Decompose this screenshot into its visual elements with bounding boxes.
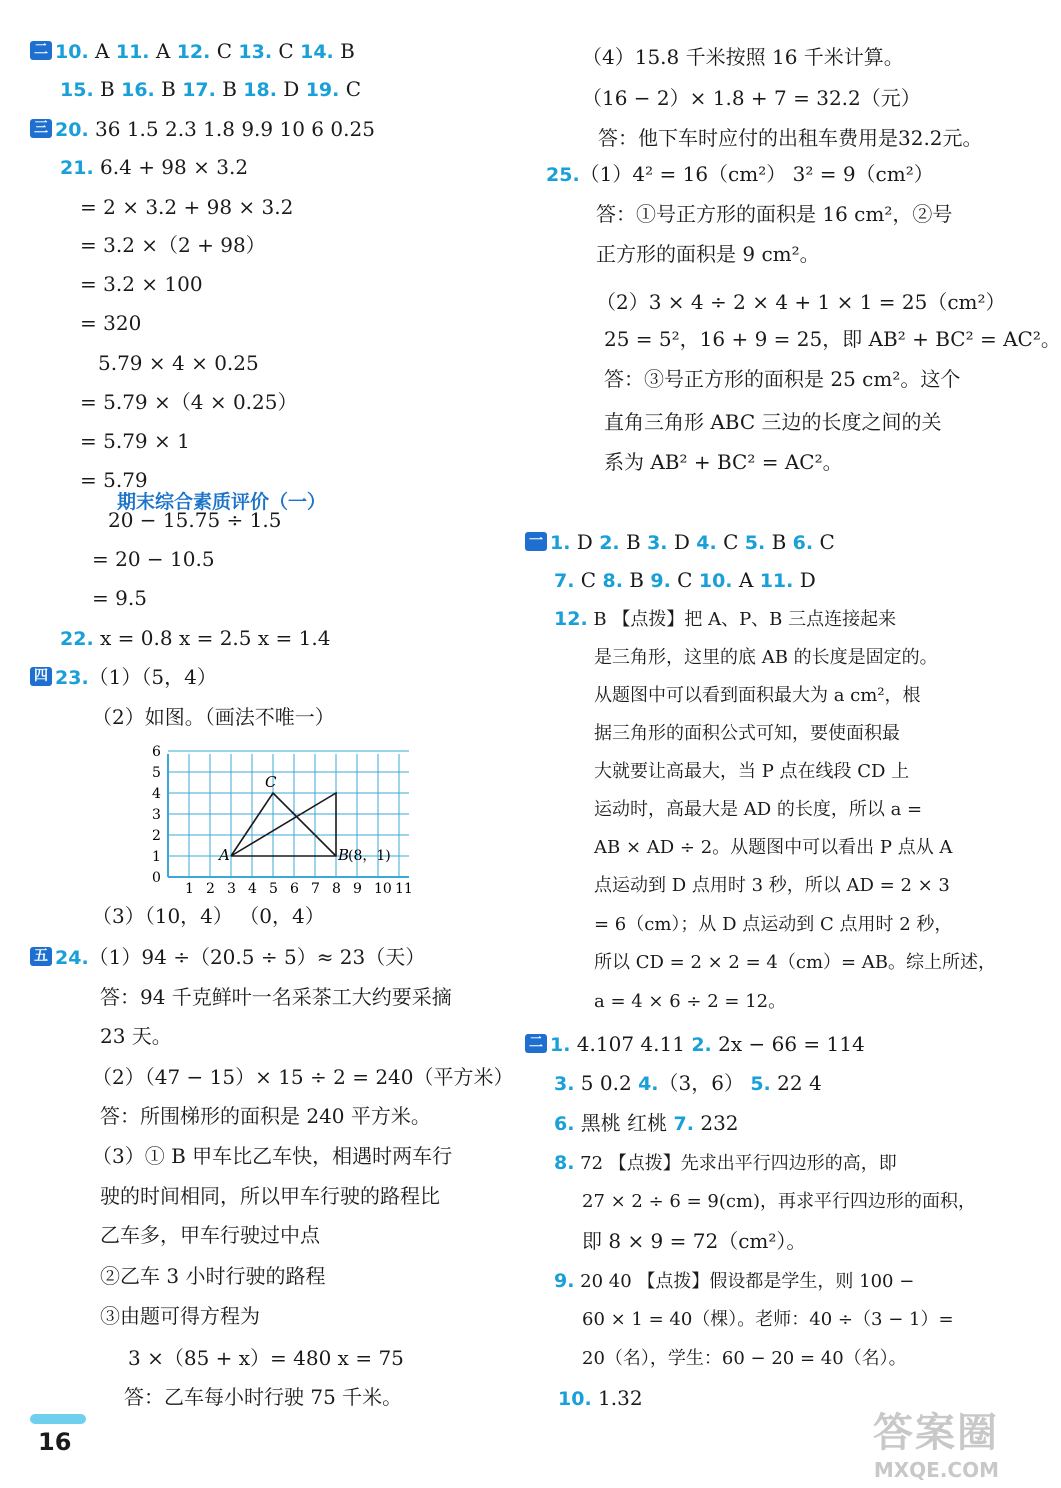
x-tick-label: 2 (206, 881, 215, 897)
answer-text: = 5.79 × 1 (80, 429, 190, 453)
answer-text: （2）如图。（画法不唯一） (92, 705, 335, 729)
left-line (30, 944, 425, 971)
answer-text: 答：①号正方形的面积是 16 cm²，②号 (596, 202, 953, 226)
point-label: C (265, 773, 277, 791)
answer-text: 黑桃 红桃 (574, 1111, 674, 1135)
answer-text: （16 − 2）× 1.8 + 7 = 32.2（元） (582, 86, 921, 110)
right-line (594, 645, 938, 671)
right-line (554, 1268, 914, 1295)
right-line (554, 1110, 739, 1137)
answer-text: 从题图中可以看到面积最大为 a cm²，根 (594, 685, 921, 706)
answer-text: a = 4 × 6 ÷ 2 = 12。 (594, 991, 787, 1012)
right-line (594, 759, 909, 785)
left-line (100, 1303, 260, 1329)
answer-text: 运动时，高最大是 AD 的长度，所以 a = (594, 799, 923, 820)
answer-text: 2x − 66 = 114 (711, 1032, 865, 1056)
answer-text: B (333, 39, 355, 63)
question-number: 2. (599, 532, 620, 554)
answer-text: C (339, 77, 362, 101)
question-number: 6. (554, 1113, 575, 1135)
answer-text: （2）（47 − 15）× 15 ÷ 2 = 240（平方米） (92, 1065, 514, 1089)
y-tick-label: 5 (152, 765, 161, 781)
right-line (594, 835, 952, 861)
section-marker: 五 (30, 947, 52, 966)
point-b-coordinate: (8，1) (348, 848, 391, 864)
answer-text: 系为 AB² + BC² = AC²。 (604, 450, 843, 474)
left-line (92, 1064, 514, 1090)
question-number: 5. (750, 1073, 771, 1095)
right-line (582, 1346, 907, 1372)
answer-text: （1）94 ÷（20.5 ÷ 5）≈ 23（天） (88, 945, 426, 969)
right-line (582, 44, 904, 70)
question-number: 9. (650, 570, 671, 592)
left-line (80, 271, 203, 297)
left-line (98, 350, 259, 376)
point-label: A (219, 846, 230, 864)
right-line (604, 449, 843, 475)
answer-text: = 20 − 10.5 (92, 547, 215, 571)
question-number: 20. (55, 119, 89, 141)
left-line (92, 585, 147, 611)
x-tick-label: 1 (185, 881, 194, 897)
answer-text: A (732, 568, 760, 592)
left-line (30, 664, 217, 691)
coordinate-grid (138, 742, 423, 897)
answer-text: A (88, 39, 116, 63)
answer-text: = 5.79 (80, 468, 148, 492)
section-marker: 三 (30, 119, 52, 138)
question-number: 25. (546, 164, 580, 186)
question-number: 7. (554, 570, 575, 592)
answer-text: C (716, 530, 745, 554)
answer-text: B (622, 568, 651, 592)
answer-text: 23 天。 (100, 1024, 172, 1048)
x-tick-label: 10 (374, 881, 392, 897)
watermark-logo: 答案圈 (873, 1410, 999, 1456)
watermark (873, 1401, 999, 1482)
answer-text: 20 40 【点拨】假设都是学生，则 100 − (574, 1271, 915, 1292)
answer-text: 所以 CD = 2 × 2 = 4（cm）= AB。综上所述， (594, 952, 997, 973)
question-number: 15. (60, 79, 94, 101)
answer-text: C (210, 39, 239, 63)
section-marker: 二 (525, 1034, 547, 1053)
answer-text: 大就要让高最大，当 P 点在线段 CD 上 (594, 761, 910, 782)
watermark-url: MXQE.COM (873, 1458, 999, 1482)
answer-text: D (570, 530, 600, 554)
answer-text: C (813, 530, 835, 554)
answer-text: （3，6） (658, 1071, 751, 1095)
right-line (594, 950, 996, 976)
question-number: 8. (554, 1152, 575, 1174)
answer-text: 5 0.2 (574, 1071, 639, 1095)
section-marker: 一 (525, 532, 547, 551)
left-line (30, 38, 355, 65)
answer-text: D (276, 77, 306, 101)
right-line (525, 1031, 865, 1058)
answer-text: 驶的时间相同，所以甲车行驶的路程比 (100, 1184, 440, 1208)
question-number: 22. (60, 628, 94, 650)
right-line (546, 161, 934, 188)
answer-text: 直角三角形 ABC 三边的长度之间的关 (604, 410, 942, 434)
left-line (100, 1222, 320, 1248)
left-line (92, 546, 215, 572)
right-line (554, 606, 896, 633)
question-number: 16. (121, 79, 155, 101)
answer-text: （4）15.8 千米按照 16 千米计算。 (582, 45, 904, 69)
point-label: B (338, 846, 350, 864)
answer-text: B 【点拨】把 A、P、B 三点连接起来 (587, 609, 897, 630)
answer-text: 点运动到 D 点用时 3 秒，所以 AD = 2 × 3 (594, 875, 950, 896)
left-line (100, 1263, 325, 1289)
left-line (80, 194, 293, 220)
answer-text: C (670, 568, 699, 592)
y-tick-label: 0 (152, 870, 161, 886)
answer-text: 20（名），学生：60 − 20 = 40（名）。 (582, 1348, 907, 1369)
left-line (100, 1023, 172, 1049)
answer-text: 27 × 2 ÷ 6 = 9(cm)，再求平行四边形的面积， (582, 1191, 977, 1212)
right-line (594, 912, 952, 938)
question-number: 3. (647, 532, 668, 554)
answer-text: 6.4 + 98 × 3.2 (93, 155, 249, 179)
question-number: 14. (300, 41, 334, 63)
right-line (598, 125, 983, 151)
answer-text: （1）4² = 16（cm²） 3² = 9（cm²） (579, 162, 934, 186)
answer-text: D (793, 568, 816, 592)
answer-text: 答：94 千克鲜叶一名采茶工大约要采摘 (100, 985, 452, 1009)
answer-text: B (93, 77, 122, 101)
right-line (582, 1228, 806, 1254)
left-line (80, 428, 190, 454)
left-line (100, 984, 452, 1010)
right-line (582, 1307, 954, 1333)
left-line (100, 1103, 431, 1129)
right-line (594, 873, 950, 899)
answer-text: 22 4 (770, 1071, 822, 1095)
answer-text: C (272, 39, 301, 63)
question-number: 12. (554, 608, 588, 630)
page-number-bar (30, 1414, 86, 1424)
answer-text: （2）3 × 4 ÷ 2 × 4 + 1 × 1 = 25（cm²） (596, 290, 1006, 314)
answer-text: 1.32 (591, 1386, 643, 1410)
question-number: 8. (602, 570, 623, 592)
answer-text: C (574, 568, 603, 592)
question-number: 3. (554, 1073, 575, 1095)
left-line (60, 154, 248, 181)
question-number: 10. (698, 570, 733, 592)
left-line (80, 232, 266, 258)
question-number: 17. (182, 79, 216, 101)
right-line (596, 241, 820, 267)
left-line (80, 389, 298, 415)
question-number: 11. (759, 570, 794, 592)
answer-text: = 3.2 ×（2 + 98） (80, 233, 266, 257)
left-line (30, 116, 375, 143)
question-number: 4. (638, 1073, 659, 1095)
left-line (100, 1183, 440, 1209)
x-tick-label: 9 (353, 881, 362, 897)
question-number: 13. (238, 41, 273, 63)
y-tick-label: 2 (152, 828, 161, 844)
answer-text: = 6（cm）；从 D 点运动到 C 点用时 2 秒， (594, 914, 953, 935)
answer-text: 3 ×（85 + x）= 480 x = 75 (128, 1346, 404, 1370)
right-line (604, 409, 942, 435)
answer-text: = 2 × 3.2 + 98 × 3.2 (80, 195, 294, 219)
right-line (604, 366, 960, 392)
answer-text: = 320 (80, 311, 142, 335)
x-tick-label: 6 (290, 881, 299, 897)
y-tick-label: 1 (152, 849, 161, 865)
question-number: 24. (55, 947, 89, 969)
grid-figure (217, 773, 391, 864)
left-line (92, 1143, 452, 1169)
answer-text: AB × AD ÷ 2。从题图中可以看出 P 点从 A (594, 837, 953, 858)
question-number: 9. (554, 1270, 575, 1292)
answer-text: 是三角形，这里的底 AB 的长度是固定的。 (594, 647, 938, 668)
question-number: 1. (550, 1034, 571, 1056)
answer-text: 72 【点拨】先求出平行四边形的高，即 (574, 1153, 897, 1174)
answer-text: A (149, 39, 177, 63)
question-number: 11. (115, 41, 150, 63)
question-number: 12. (176, 41, 211, 63)
right-line (554, 1150, 897, 1177)
right-line (582, 85, 921, 111)
question-number: 7. (673, 1113, 694, 1135)
x-tick-label: 3 (227, 881, 236, 897)
question-number: 4. (696, 532, 717, 554)
question-number: 19. (305, 79, 340, 101)
right-line (594, 683, 921, 709)
answer-text: B (154, 77, 183, 101)
right-line (604, 326, 1061, 352)
left-line (128, 1345, 404, 1371)
answer-text: B (215, 77, 244, 101)
question-number: 21. (60, 157, 94, 179)
answer-text: 答：所围梯形的面积是 240 平方米。 (100, 1104, 431, 1128)
right-line (596, 201, 952, 227)
answer-text: ②乙车 3 小时行驶的路程 (100, 1264, 326, 1288)
right-line (594, 989, 786, 1015)
left-line (124, 1384, 402, 1410)
question-number: 10. (55, 41, 89, 63)
answer-text: 据三角形的面积公式可知，要使面积最 (594, 723, 900, 744)
y-tick-label: 4 (152, 786, 161, 802)
answer-text: B (765, 530, 793, 554)
x-tick-label: 5 (269, 881, 278, 897)
y-tick-label: 6 (152, 744, 161, 760)
answer-text: 5.79 × 4 × 0.25 (98, 351, 259, 375)
grid-axis-labels (152, 744, 413, 897)
answer-text: 60 × 1 = 40（棵）。老师：40 ÷（3 − 1）= (582, 1309, 954, 1330)
answer-text: 乙车多，甲车行驶过中点 (100, 1223, 320, 1247)
question-number: 18. (243, 79, 277, 101)
right-line (554, 567, 816, 594)
answer-text: 36 1.5 2.3 1.8 9.9 10 6 0.25 (88, 117, 375, 141)
right-line (594, 721, 900, 747)
question-number: 23. (55, 667, 89, 689)
answer-text: 25 = 5²，16 + 9 = 25，即 AB² + BC² = AC²。 (604, 327, 1061, 351)
y-tick-label: 3 (152, 807, 161, 823)
answer-text: = 5.79 ×（4 × 0.25） (80, 390, 298, 414)
x-tick-label: 7 (311, 881, 320, 897)
answer-text: B (619, 530, 648, 554)
section-marker: 二 (30, 41, 52, 60)
x-tick-label: 4 (248, 881, 257, 897)
right-line (596, 289, 1006, 315)
question-number: 5. (744, 532, 766, 554)
answer-text: 答：他下车时应付的出租车费用是32.2元。 (598, 126, 983, 150)
section-title: 期末综合素质评价（一） (117, 491, 327, 513)
left-line (92, 903, 325, 929)
left-line (80, 310, 141, 336)
answer-text: 即 8 × 9 = 72（cm²）。 (582, 1229, 807, 1253)
question-number: 2. (691, 1034, 712, 1056)
x-tick-label: 11 (395, 881, 413, 897)
question-number: 10. (558, 1388, 592, 1410)
question-number: 6. (792, 532, 814, 554)
answer-text: x = 0.8 x = 2.5 x = 1.4 (93, 626, 331, 650)
section-marker: 四 (30, 667, 52, 686)
x-tick-label: 8 (332, 881, 341, 897)
triangle-figure (231, 793, 336, 856)
right-line (525, 529, 835, 556)
answer-text: 答：③号正方形的面积是 25 cm²。这个 (604, 367, 961, 391)
left-line (60, 76, 361, 103)
left-line (60, 625, 330, 652)
answer-text: （3）① B 甲车比乙车快，相遇时两车行 (92, 1144, 453, 1168)
answer-text: 答：乙车每小时行驶 75 千米。 (124, 1385, 403, 1409)
right-line (582, 1189, 976, 1215)
right-line (554, 1070, 822, 1097)
answer-text: 正方形的面积是 9 cm²。 (596, 242, 820, 266)
answer-text: 20 − 15.75 ÷ 1.5 (108, 508, 282, 532)
answer-text: （3）（10，4） （0，4） (92, 904, 325, 928)
answer-text: 4.107 4.11 (570, 1032, 692, 1056)
answer-text: ③由题可得方程为 (100, 1304, 260, 1328)
answer-text: 232 (693, 1111, 739, 1135)
left-line (92, 704, 335, 730)
page-number: 16 (38, 1428, 72, 1456)
answer-text: = 3.2 × 100 (80, 272, 203, 296)
question-number: 1. (550, 532, 571, 554)
answer-text: = 9.5 (92, 586, 147, 610)
right-line (558, 1385, 643, 1412)
right-line (594, 797, 922, 823)
answer-text: D (667, 530, 697, 554)
answer-text: （1）（5，4） (88, 665, 217, 689)
